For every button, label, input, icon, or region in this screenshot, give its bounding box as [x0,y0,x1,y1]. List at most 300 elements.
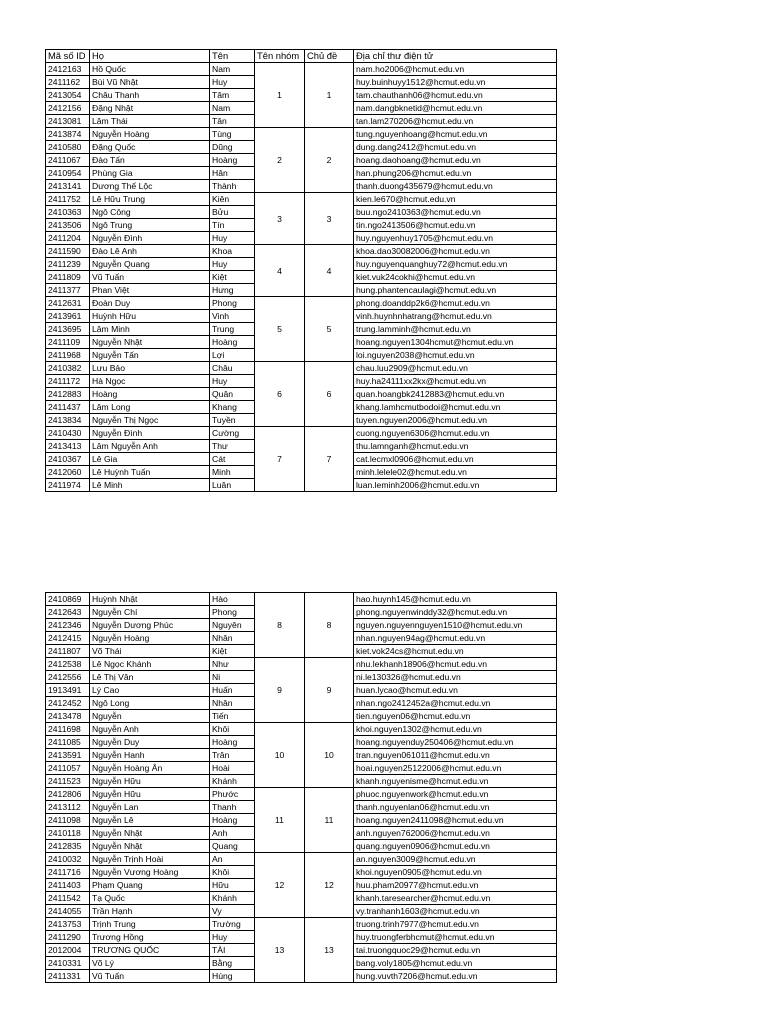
email-cell: khang.lamhcmutbodoi@hcmut.edu.vn [354,401,557,414]
last-name-cell: Đặng Nhật [90,102,210,115]
table-row [46,658,557,671]
student-id-cell: 2413478 [46,710,90,723]
student-id-cell: 2412163 [46,63,90,76]
topic-number-cell: 9 [305,658,354,723]
student-id-cell: 2411752 [46,193,90,206]
email-cell: tran.nguyen061011@hcmut.edu.vn [354,749,557,762]
student-id-cell: 2413413 [46,440,90,453]
student-id-cell: 2411290 [46,931,90,944]
topic-number-cell: 13 [305,918,354,983]
email-cell: minh.lelele02@hcmut.edu.vn [354,466,557,479]
first-name-cell: TÀI [210,944,255,957]
email-cell: khoa.dao30082006@hcmut.edu.vn [354,245,557,258]
first-name-cell: Hùng [210,970,255,983]
first-name-cell: Thanh [210,801,255,814]
last-name-cell: Ngô Trung [90,219,210,232]
last-name-cell: Đào Lê Anh [90,245,210,258]
student-id-cell: 2412643 [46,606,90,619]
student-id-cell: 2411331 [46,970,90,983]
header-ho: Họ [90,50,210,63]
student-id-cell: 2410580 [46,141,90,154]
last-name-cell: Lê Huỳnh Tuấn [90,466,210,479]
email-cell: hoang.nguyen2411098@hcmut.edu.vn [354,814,557,827]
email-cell: khoi.nguyen0905@hcmut.edu.vn [354,866,557,879]
email-cell: tuyen.nguyen2006@hcmut.edu.vn [354,414,557,427]
student-id-cell: 2412346 [46,619,90,632]
email-cell: huan.lycao@hcmut.edu.vn [354,684,557,697]
header-email: Địa chỉ thư điện tử [354,50,557,63]
first-name-cell: Khôi [210,723,255,736]
email-cell: bang.voly1805@hcmut.edu.vn [354,957,557,970]
last-name-cell: Trương Hồng [90,931,210,944]
email-cell: tai.truongquoc29@hcmut.edu.vn [354,944,557,957]
email-cell: huy.buinhuyy1512@hcmut.edu.vn [354,76,557,89]
email-cell: anh.nguyen762006@hcmut.edu.vn [354,827,557,840]
header-row [46,50,557,63]
email-cell: thu.lamnganh@hcmut.edu.vn [354,440,557,453]
first-name-cell: Kiệt [210,271,255,284]
student-id-cell: 2411109 [46,336,90,349]
first-name-cell: Hữu [210,879,255,892]
student-id-cell: 2012004 [46,944,90,957]
topic-number-cell: 8 [305,593,354,658]
student-id-cell: 2411698 [46,723,90,736]
student-id-cell: 2410382 [46,362,90,375]
first-name-cell: Huy [210,375,255,388]
email-cell: huy.ha24111xx2kx@hcmut.edu.vn [354,375,557,388]
last-name-cell: Lê Minh [90,479,210,492]
last-name-cell: Võ Thái [90,645,210,658]
email-cell: vinh.huynhnhatrang@hcmut.edu.vn [354,310,557,323]
email-cell: kiet.vuk24cokhi@hcmut.edu.vn [354,271,557,284]
email-cell: dung.dang2412@hcmut.edu.vn [354,141,557,154]
group-number-cell: 2 [255,128,305,193]
last-name-cell: Dương Thế Lộc [90,180,210,193]
email-cell: cuong.nguyen6306@hcmut.edu.vn [354,427,557,440]
email-cell: huy.nguyenquanghuy72@hcmut.edu.vn [354,258,557,271]
email-cell: hoang.daohoang@hcmut.edu.vn [354,154,557,167]
email-cell: quang.nguyen0906@hcmut.edu.vn [354,840,557,853]
student-id-cell: 2411403 [46,879,90,892]
student-id-cell: 2412806 [46,788,90,801]
group-number-cell: 10 [255,723,305,788]
first-name-cell: Huy [210,232,255,245]
last-name-cell: Nguyễn Tấn [90,349,210,362]
first-name-cell: Kiệt [210,645,255,658]
first-name-cell: Ni [210,671,255,684]
student-id-cell: 2410032 [46,853,90,866]
first-name-cell: Nguyên [210,619,255,632]
first-name-cell: Châu [210,362,255,375]
student-id-cell: 2411590 [46,245,90,258]
topic-number-cell: 7 [305,427,354,492]
first-name-cell: Tùng [210,128,255,141]
student-id-cell: 2412835 [46,840,90,853]
student-id-cell: 2412452 [46,697,90,710]
first-name-cell: Như [210,658,255,671]
email-cell: hung.vuvth7206@hcmut.edu.vn [354,970,557,983]
email-cell: loi.nguyen2038@hcmut.edu.vn [354,349,557,362]
first-name-cell: Nam [210,102,255,115]
last-name-cell: Đào Tấn [90,154,210,167]
last-name-cell: Phạm Quang [90,879,210,892]
table-row [46,245,557,258]
email-cell: tung.nguyenhoang@hcmut.edu.vn [354,128,557,141]
first-name-cell: Kiên [210,193,255,206]
group-number-cell: 12 [255,853,305,918]
table-row [46,593,557,606]
first-name-cell: Tín [210,219,255,232]
student-id-cell: 2411239 [46,258,90,271]
first-name-cell: Trân [210,749,255,762]
email-cell: huu.pham20977@hcmut.edu.vn [354,879,557,892]
email-cell: nguyen.nguyennguyen1510@hcmut.edu.vn [354,619,557,632]
student-id-cell: 2412631 [46,297,90,310]
first-name-cell: Cát [210,453,255,466]
student-id-cell: 1913491 [46,684,90,697]
first-name-cell: Hoài [210,762,255,775]
student-id-cell: 2410363 [46,206,90,219]
email-cell: nhu.lekhanh18906@hcmut.edu.vn [354,658,557,671]
group-number-cell: 9 [255,658,305,723]
email-cell: truong.trinh7977@hcmut.edu.vn [354,918,557,931]
first-name-cell: Phong [210,297,255,310]
email-cell: nhan.ngo2412452a@hcmut.edu.vn [354,697,557,710]
first-name-cell: Phước [210,788,255,801]
email-cell: phong.doanddp2k6@hcmut.edu.vn [354,297,557,310]
last-name-cell: Nguyễn Trịnh Hoài [90,853,210,866]
topic-number-cell: 1 [305,63,354,128]
first-name-cell: Khôi [210,866,255,879]
email-cell: tin.ngo2413506@hcmut.edu.vn [354,219,557,232]
student-id-cell: 2410367 [46,453,90,466]
first-name-cell: Cường [210,427,255,440]
last-name-cell: Nguyễn Anh [90,723,210,736]
first-name-cell: Khánh [210,775,255,788]
first-name-cell: Hưng [210,284,255,297]
first-name-cell: Minh [210,466,255,479]
first-name-cell: An [210,853,255,866]
last-name-cell: Nguyễn Nhật [90,827,210,840]
first-name-cell: Tiến [210,710,255,723]
first-name-cell: Lợi [210,349,255,362]
topic-number-cell: 4 [305,245,354,297]
last-name-cell: Lê Thị Vân [90,671,210,684]
student-id-cell: 2412060 [46,466,90,479]
email-cell: tien.nguyen06@hcmut.edu.vn [354,710,557,723]
last-name-cell: Đặng Quốc [90,141,210,154]
first-name-cell: Anh [210,827,255,840]
email-cell: quan.hoangbk2412883@hcmut.edu.vn [354,388,557,401]
student-id-cell: 2413753 [46,918,90,931]
student-id-cell: 2411057 [46,762,90,775]
last-name-cell: Huỳnh Hữu [90,310,210,323]
topic-number-cell: 6 [305,362,354,427]
student-id-cell: 2410118 [46,827,90,840]
last-name-cell: Nguyễn Hữu [90,775,210,788]
student-id-cell: 2411968 [46,349,90,362]
header-nhom: Tên nhóm [255,50,305,63]
first-name-cell: Bằng [210,957,255,970]
last-name-cell: Nguyễn Hoàng [90,632,210,645]
email-cell: nam.dangbknetid@hcmut.edu.vn [354,102,557,115]
first-name-cell: Huy [210,76,255,89]
topic-number-cell: 3 [305,193,354,245]
last-name-cell: Phan Việt [90,284,210,297]
email-cell: buu.ngo2410363@hcmut.edu.vn [354,206,557,219]
email-cell: hung.phantencaulagi@hcmut.edu.vn [354,284,557,297]
student-id-cell: 2412415 [46,632,90,645]
student-id-cell: 2410954 [46,167,90,180]
first-name-cell: Hoàng [210,736,255,749]
last-name-cell: Lâm Minh [90,323,210,336]
first-name-cell: Hân [210,167,255,180]
email-cell: chau.luu2909@hcmut.edu.vn [354,362,557,375]
table-row [46,788,557,801]
group-number-cell: 4 [255,245,305,297]
student-id-cell: 2412538 [46,658,90,671]
last-name-cell: Nguyễn Hoàng [90,128,210,141]
student-id-cell: 2411204 [46,232,90,245]
first-name-cell: Dũng [210,141,255,154]
student-id-cell: 2411542 [46,892,90,905]
last-name-cell: Châu Thanh [90,89,210,102]
group-number-cell: 13 [255,918,305,983]
group-number-cell: 7 [255,427,305,492]
first-name-cell: Nhân [210,697,255,710]
last-name-cell: Ngô Long [90,697,210,710]
last-name-cell: Nguyễn Thị Ngọc [90,414,210,427]
last-name-cell: Lâm Nguyễn Anh [90,440,210,453]
email-cell: khoi.nguyen1302@hcmut.edu.vn [354,723,557,736]
email-cell: cat.lecmxl0906@hcmut.edu.vn [354,453,557,466]
student-id-cell: 2414055 [46,905,90,918]
email-cell: hoai.nguyen25122006@hcmut.edu.vn [354,762,557,775]
student-id-cell: 2413081 [46,115,90,128]
email-cell: huy.truongferbhcmut@hcmut.edu.vn [354,931,557,944]
group-table-1 [45,49,557,492]
first-name-cell: Nam [210,63,255,76]
email-cell: khanh.taresearcher@hcmut.edu.vn [354,892,557,905]
student-id-cell: 2413054 [46,89,90,102]
last-name-cell: Tạ Quốc [90,892,210,905]
email-cell: han.phung206@hcmut.edu.vn [354,167,557,180]
group-table-2 [45,592,557,983]
header-ten: Tên [210,50,255,63]
table-row [46,723,557,736]
student-id-cell: 2410331 [46,957,90,970]
group-number-cell: 3 [255,193,305,245]
last-name-cell: Nguyễn Hoàng Ân [90,762,210,775]
last-name-cell: Vũ Tuấn [90,970,210,983]
email-cell: huy.nguyenhuy1705@hcmut.edu.vn [354,232,557,245]
first-name-cell: Khoa [210,245,255,258]
last-name-cell: Lê Ngọc Khánh [90,658,210,671]
student-id-cell: 2412156 [46,102,90,115]
table-row [46,918,557,931]
email-cell: nam.ho2006@hcmut.edu.vn [354,63,557,76]
last-name-cell: Lý Cao [90,684,210,697]
student-id-cell: 2411807 [46,645,90,658]
student-id-cell: 2411716 [46,866,90,879]
last-name-cell: Lê Hữu Trung [90,193,210,206]
last-name-cell: Nguyễn [90,710,210,723]
topic-number-cell: 10 [305,723,354,788]
table-row [46,362,557,375]
student-id-cell: 2411162 [46,76,90,89]
last-name-cell: Ngô Công [90,206,210,219]
last-name-cell: Nguyễn Hanh [90,749,210,762]
email-cell: hao.huynh145@hcmut.edu.vn [354,593,557,606]
student-id-cell: 2411067 [46,154,90,167]
last-name-cell: Hà Ngọc [90,375,210,388]
student-id-cell: 2411437 [46,401,90,414]
email-cell: luan.leminh2006@hcmut.edu.vn [354,479,557,492]
last-name-cell: Lâm Long [90,401,210,414]
topic-number-cell: 2 [305,128,354,193]
last-name-cell: Huỳnh Nhật [90,593,210,606]
first-name-cell: Luân [210,479,255,492]
student-id-cell: 2413834 [46,414,90,427]
last-name-cell: Phùng Gia [90,167,210,180]
student-id-cell: 2413506 [46,219,90,232]
last-name-cell: Bùi Vũ Nhật [90,76,210,89]
last-name-cell: Nguyễn Quang [90,258,210,271]
student-id-cell: 2413961 [46,310,90,323]
header-chude: Chủ đề [305,50,354,63]
email-cell: tam.chauthanh06@hcmut.edu.vn [354,89,557,102]
group-number-cell: 8 [255,593,305,658]
last-name-cell: Lê Gia [90,453,210,466]
last-name-cell: Đoàn Duy [90,297,210,310]
last-name-cell: Nguyễn Chí [90,606,210,619]
last-name-cell: Trần Hạnh [90,905,210,918]
last-name-cell: Nguyễn Hữu [90,788,210,801]
student-id-cell: 2411172 [46,375,90,388]
table-row [46,853,557,866]
first-name-cell: Huy [210,258,255,271]
email-cell: thanh.duong435679@hcmut.edu.vn [354,180,557,193]
last-name-cell: Hoàng [90,388,210,401]
table-row [46,63,557,76]
student-id-cell: 2412556 [46,671,90,684]
header-id: Mã số ID [46,50,90,63]
first-name-cell: Hào [210,593,255,606]
first-name-cell: Hoàng [210,336,255,349]
first-name-cell: Tuyền [210,414,255,427]
table-row [46,193,557,206]
first-name-cell: Khang [210,401,255,414]
last-name-cell: Lưu Bảo [90,362,210,375]
last-name-cell: Nguyễn Nhật [90,336,210,349]
first-name-cell: Tâm [210,89,255,102]
first-name-cell: Khánh [210,892,255,905]
first-name-cell: Trung [210,323,255,336]
email-cell: khanh.nguyenisme@hcmut.edu.vn [354,775,557,788]
first-name-cell: Quân [210,388,255,401]
last-name-cell: Võ Lý [90,957,210,970]
group-number-cell: 5 [255,297,305,362]
email-cell: phuoc.nguyenwork@hcmut.edu.vn [354,788,557,801]
email-cell: kien.le670@hcmut.edu.vn [354,193,557,206]
email-cell: ni.le130326@hcmut.edu.vn [354,671,557,684]
topic-number-cell: 12 [305,853,354,918]
email-cell: thanh.nguyenlan06@hcmut.edu.vn [354,801,557,814]
student-id-cell: 2411809 [46,271,90,284]
first-name-cell: Tân [210,115,255,128]
first-name-cell: Thư [210,440,255,453]
email-cell: trung.lamminh@hcmut.edu.vn [354,323,557,336]
email-cell: hoang.nguyen1304hcmut@hcmut.edu.vn [354,336,557,349]
first-name-cell: Huy [210,931,255,944]
last-name-cell: Nguyễn Dương Phúc [90,619,210,632]
student-id-cell: 2413591 [46,749,90,762]
last-name-cell: Nguyễn Duy [90,736,210,749]
first-name-cell: Trường [210,918,255,931]
last-name-cell: Nguyễn Đình [90,427,210,440]
last-name-cell: Nguyễn Vương Hoàng [90,866,210,879]
table-row [46,427,557,440]
last-name-cell: Vũ Tuấn [90,271,210,284]
last-name-cell: Trịnh Trung [90,918,210,931]
student-id-cell: 2411085 [46,736,90,749]
student-id-cell: 2411098 [46,814,90,827]
email-cell: tan.lam270206@hcmut.edu.vn [354,115,557,128]
student-id-cell: 2413874 [46,128,90,141]
email-cell: kiet.vok24cs@hcmut.edu.vn [354,645,557,658]
first-name-cell: Nhân [210,632,255,645]
first-name-cell: Bửu [210,206,255,219]
student-id-cell: 2411523 [46,775,90,788]
student-id-cell: 2411377 [46,284,90,297]
last-name-cell: Nguyễn Lê [90,814,210,827]
first-name-cell: Hoàng [210,814,255,827]
first-name-cell: Phong [210,606,255,619]
email-cell: hoang.nguyenduy250406@hcmut.edu.vn [354,736,557,749]
first-name-cell: Thành [210,180,255,193]
first-name-cell: Vy [210,905,255,918]
email-cell: nhan.nguyen94ag@hcmut.edu.vn [354,632,557,645]
last-name-cell: Nguyễn Đình [90,232,210,245]
email-cell: vy.tranhanh1603@hcmut.edu.vn [354,905,557,918]
student-id-cell: 2413695 [46,323,90,336]
email-cell: phong.nguyenwinddy32@hcmut.edu.vn [354,606,557,619]
table-row [46,297,557,310]
last-name-cell: Nguyễn Lan [90,801,210,814]
student-id-cell: 2410430 [46,427,90,440]
topic-number-cell: 5 [305,297,354,362]
email-cell: an.nguyen3009@hcmut.edu.vn [354,853,557,866]
last-name-cell: Lâm Thái [90,115,210,128]
first-name-cell: Vinh [210,310,255,323]
student-id-cell: 2411974 [46,479,90,492]
group-number-cell: 6 [255,362,305,427]
topic-number-cell: 11 [305,788,354,853]
student-id-cell: 2412883 [46,388,90,401]
group-number-cell: 11 [255,788,305,853]
first-name-cell: Quang [210,840,255,853]
table-row [46,128,557,141]
student-id-cell: 2410869 [46,593,90,606]
last-name-cell: Hồ Quốc [90,63,210,76]
last-name-cell: Nguyễn Nhật [90,840,210,853]
first-name-cell: Hoàng [210,154,255,167]
last-name-cell: TRƯƠNG QUỐC [90,944,210,957]
student-id-cell: 2413112 [46,801,90,814]
student-id-cell: 2413141 [46,180,90,193]
group-number-cell: 1 [255,63,305,128]
first-name-cell: Huấn [210,684,255,697]
